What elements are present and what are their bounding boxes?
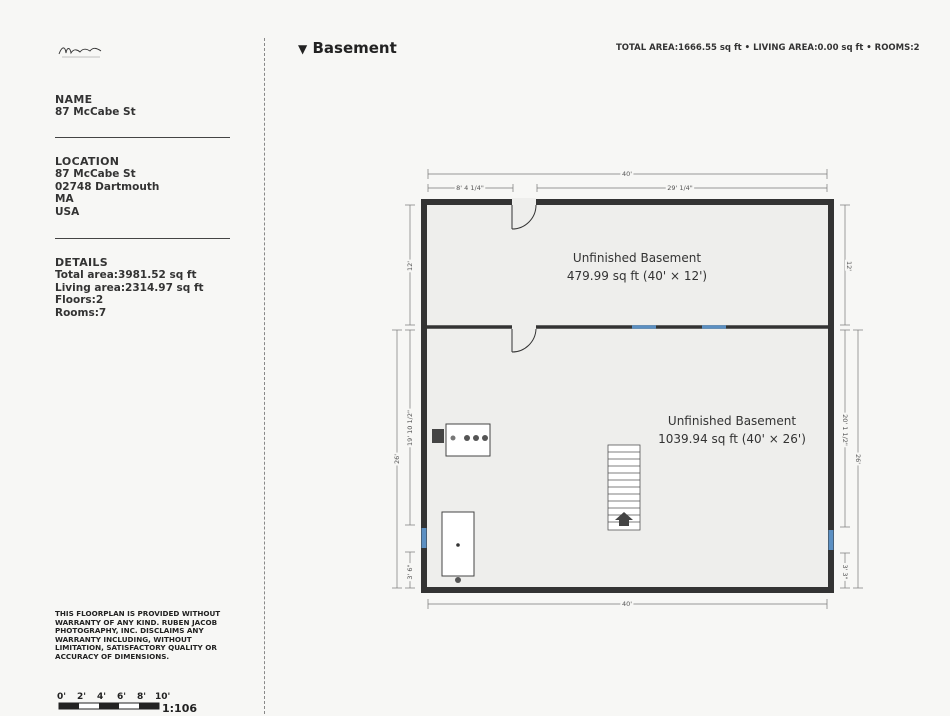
dim-right-lower: 26' <box>854 453 862 465</box>
dim-left-small: 3' 6" <box>406 564 414 580</box>
scale-ratio: 1:106 <box>162 702 198 714</box>
details-line: Rooms:7 <box>55 306 107 319</box>
dim-left-lower: 26' <box>393 453 401 465</box>
name-label: NAME <box>55 93 93 106</box>
scale-tick-label: 6' <box>117 692 127 702</box>
scale-tick-label: 8' <box>137 692 147 702</box>
room-area: 479.99 sq ft (40' × 12') <box>566 269 708 283</box>
collapse-triangle-icon: ▼ <box>298 42 308 56</box>
dim-left-inner: 19' 10 1/2" <box>406 410 414 446</box>
floor-totals: TOTAL AREA:1666.55 sq ft • LIVING AREA:0.00 sq ft • ROOMS:2 <box>616 43 920 53</box>
disclaimer-text: THIS FLOORPLAN IS PROVIDED WITHOUT WARRANTY OF ANY KIND. RUBEN JACOB PHOTOGRAPHY, INC. DISCLAIMS ANY WARRANTY INCLUDING, WITHOUT LIMITATION, SATISFACTORY QUALITY OR ACCURACY OF DIMENSIONS. <box>55 609 221 661</box>
water-heater <box>442 512 474 583</box>
scale-tick-label: 10' <box>155 692 171 702</box>
scale-tick-label: 0' <box>57 692 67 702</box>
details-line: Floors:2 <box>55 294 104 306</box>
location-label: LOCATION <box>55 155 120 168</box>
dim-right-inner: 20' 1 1/2" <box>841 414 849 446</box>
location-line: 87 McCabe St <box>55 168 136 180</box>
location-line: USA <box>55 205 80 218</box>
room-area: 1039.94 sq ft (40' × 26') <box>658 432 806 446</box>
details-label: DETAILS <box>55 256 108 269</box>
room-name: Unfinished Basement <box>667 414 797 428</box>
dim-left-upper: 12' <box>406 260 414 272</box>
scale-tick-label: 2' <box>77 692 87 702</box>
details-line: Living area:2314.97 sq ft <box>55 281 204 294</box>
details-line: Total area:3981.52 sq ft <box>55 269 197 281</box>
location-line: 02748 Dartmouth <box>55 180 160 193</box>
dim-right-upper: 12' <box>845 260 853 272</box>
name-value: 87 McCabe St <box>55 106 136 118</box>
floor-name: Basement <box>312 39 397 57</box>
dim-right-small: 3' 3" <box>841 564 849 580</box>
scale-tick-label: 4' <box>97 692 107 702</box>
dim-bottom: 40' <box>621 600 633 608</box>
dim-top-left: 8' 4 1/4" <box>456 184 484 192</box>
dim-top-right: 29' 1/4" <box>667 184 693 192</box>
location-line: MA <box>55 193 74 205</box>
dim-top-total: 40' <box>621 170 633 178</box>
room-name: Unfinished Basement <box>572 251 702 265</box>
